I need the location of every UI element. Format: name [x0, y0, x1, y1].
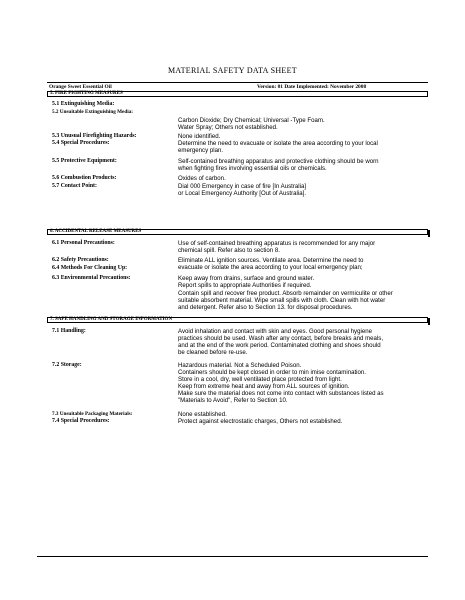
revision-mark	[428, 318, 430, 325]
document-title: MATERIAL SAFETY DATA SHEET	[167, 66, 297, 75]
text-7-4: Protect against electrostatic charges, Others not established.	[178, 418, 343, 425]
text-7-3: None established.	[178, 411, 227, 418]
text-5-6: Oxides of carbon.	[178, 175, 226, 182]
header-top-rule	[47, 82, 428, 83]
label-5-5: 5.5 Protective Equipment:	[52, 158, 117, 164]
product-name: Orange Sweet Essential Oil	[49, 84, 112, 90]
label-7-4: 7.4 Special Procedures:	[52, 418, 110, 424]
section-5-heading: 5. FIRE FIGHTING MEASURES	[50, 91, 123, 96]
label-7-1: 7.1 Handling:	[52, 328, 86, 334]
text-5-7: Dial 000 Emergency in case of fire [In Australia] or Local Emergency Authority [Out of Australia].	[178, 183, 307, 197]
label-5-7: 5.7 Contact Point:	[52, 183, 97, 189]
label-7-3: 7.3 Unsuitable Packaging Materials:	[52, 411, 133, 417]
revision-mark	[428, 230, 430, 237]
section-6-heading-bar	[47, 229, 428, 235]
label-6-1: 6.1 Personal Precautions:	[52, 240, 115, 246]
text-7-2: Hazardous material. Not a Scheduled Poison. Containers should be kept closed in order to min imise contamination. Store in a cool, dry, well ventilated place protected from light. Keep from extreme heat and away from ALL sources of ignition. Make sure the material does not come into contact with substances listed as "Materials to Avoid", Refer to Section 10.	[178, 362, 384, 404]
label-5-6: 5.6 Combustion Products:	[52, 175, 117, 181]
label-6-2: 6.2 Safety Precautions:	[52, 257, 109, 263]
label-5-1: 5.1 Extinguishing Media:	[52, 101, 115, 107]
text-6-4: Contain spill and recover free product. Absorb remainder on vermiculite or other suitable absorbent material. Wipe small spills with cloth. Clean with hot water and detergent. Refer also to Section 13. for disposal procedures.	[178, 290, 393, 311]
section-7-heading-bar	[47, 317, 428, 323]
label-6-3: 6.3 Environmental Precautions:	[52, 275, 131, 281]
text-5-3: None identified.	[178, 133, 221, 140]
text-5-1: Carbon Dioxide; Dry Chemical; Universal -Type Foam. Water Spray; Others not established.	[178, 117, 325, 131]
text-5-5: Self-contained breathing apparatus and protective clothing should be worn when fighting fires involving essential oils or chemicals.	[178, 158, 379, 172]
section-7-heading: 7. SAFE HANDLING AND STORAGE INFORMATION	[50, 317, 173, 322]
text-6-2: Eliminate ALL ignition sources. Ventilate area. Determine the need to evacuate or isolate the area according to your local emergency plan;	[178, 257, 364, 271]
version-line: Version: 01 Date Implemented: November 2008	[257, 84, 367, 90]
label-6-4: 6.4 Methods For Cleaning Up:	[52, 265, 128, 271]
label-7-2: 7.2 Storage:	[52, 362, 82, 368]
label-5-4: 5.4 Special Procedures:	[52, 140, 110, 146]
bottom-rule	[37, 556, 428, 557]
text-6-1: Use of self-contained breathing apparatus is recommended for any major chemical spill. Refer also to section 8.	[178, 240, 376, 254]
text-6-3: Keep away from drains, surface and ground water. Report spills to appropriate Authorities if required.	[178, 275, 315, 289]
section-5-heading-bar	[47, 91, 428, 97]
label-5-2: 5.2 Unsuitable Extinguishing Media:	[52, 109, 133, 115]
text-5-4: Determine the need to evacuate or isolate the area according to your local emergency plan.	[178, 140, 378, 154]
text-7-1: Avoid inhalation and contact with skin and eyes. Good personal hygiene practices should be used. Wash after any contact, before breaks and meals, and at the end of the work period. Contaminated clothing and shoes should be cleaned before re-use.	[178, 328, 384, 356]
section-6-heading: 6. ACCIDENTAL RELEASE MEASURES	[50, 229, 142, 234]
label-5-3: 5.3 Unusual Firefighting Hazards:	[52, 133, 137, 139]
